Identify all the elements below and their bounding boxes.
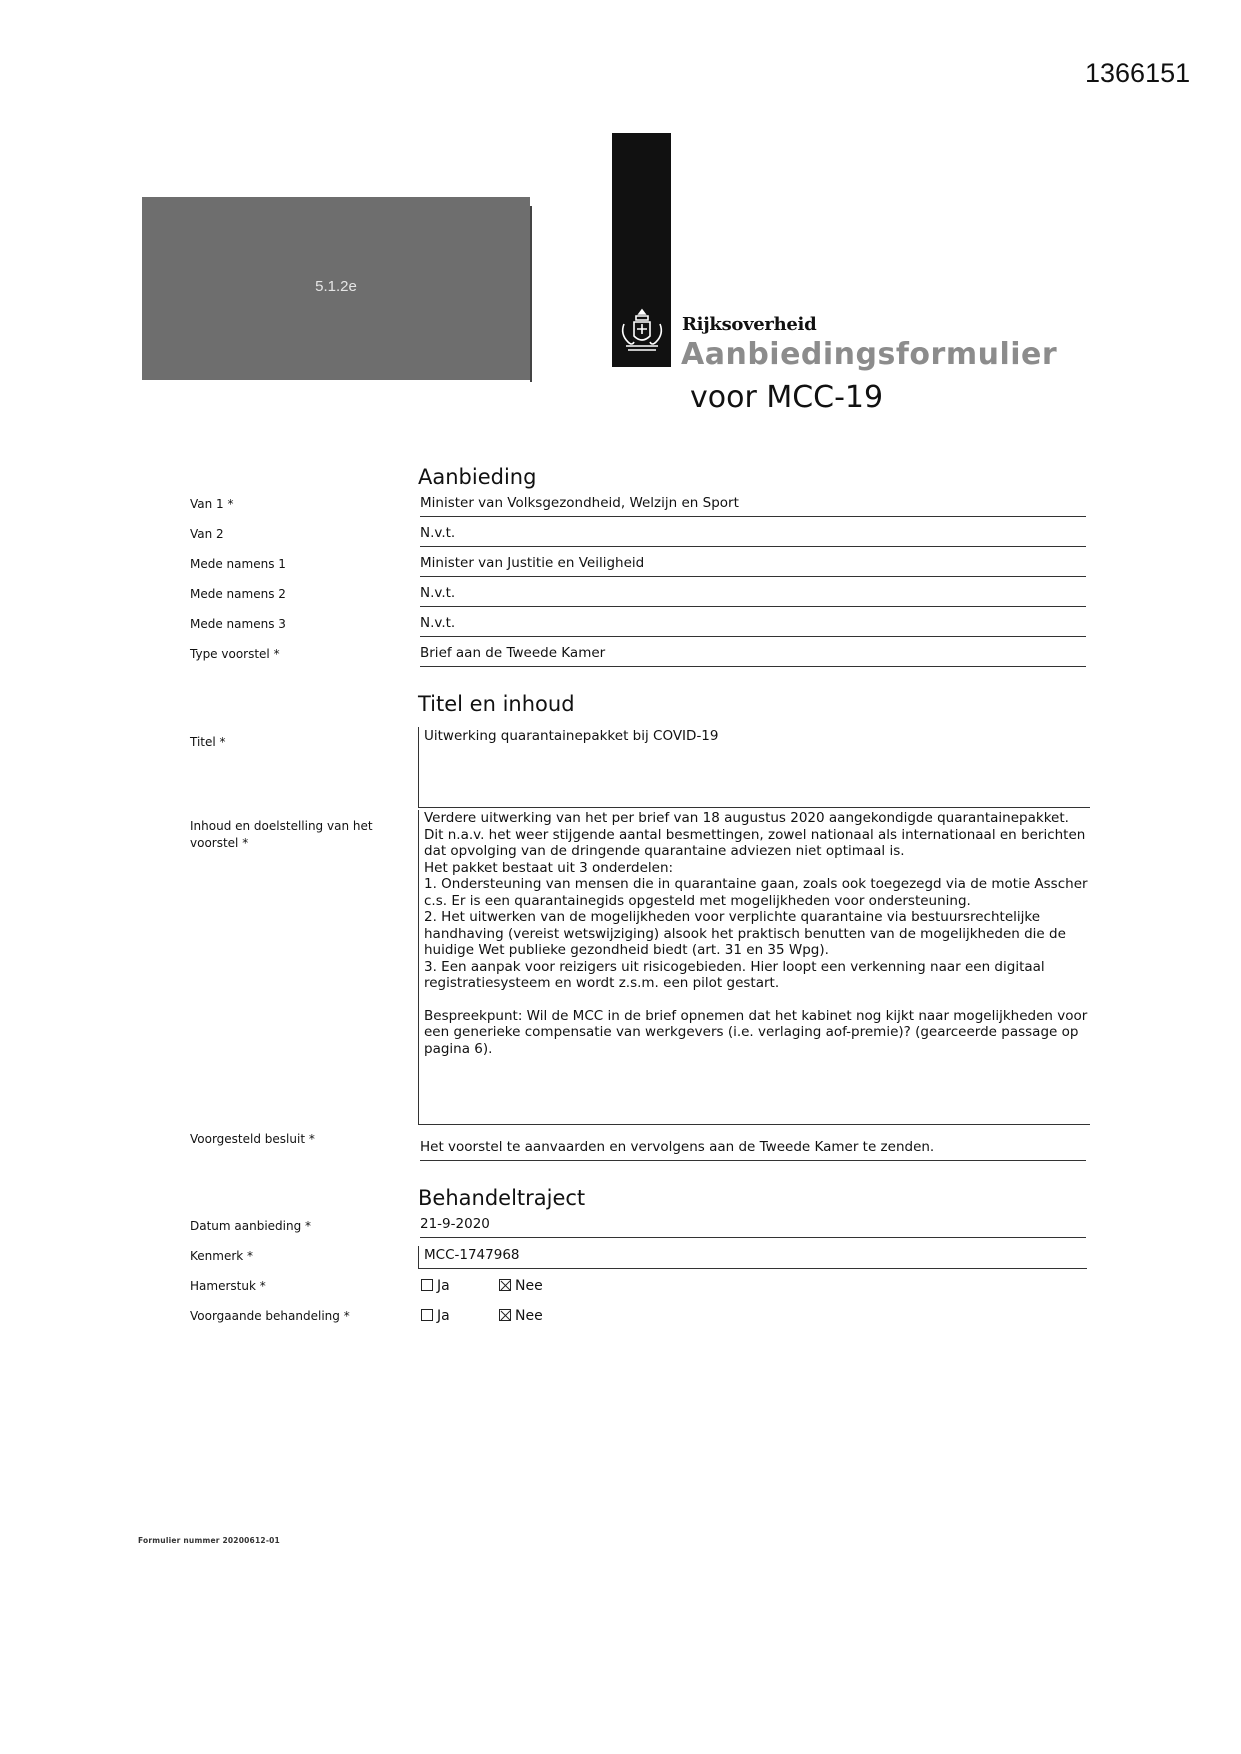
label-voorgaande: Voorgaande behandeling * — [190, 1309, 350, 1323]
option-label: Ja — [437, 1278, 450, 1294]
label-van1: Van 1 * — [190, 497, 234, 511]
option-label: Nee — [515, 1308, 543, 1324]
checkbox-empty-icon — [421, 1309, 433, 1321]
field-mede1[interactable]: Minister van Justitie en Veiligheid — [420, 554, 1086, 577]
label-datum: Datum aanbieding * — [190, 1219, 312, 1233]
inhoud-paragraph: Verdere uitwerking van het per brief van 18 augustus 2020 aangekondigde quarantainepakket. Dit n.a.v. het weer stijgende aantal besmettingen, zowel nationaal als internationaal en berichten dat opvolging van de dringende quarantaine adviezen niet optimaal is. — [424, 810, 1086, 859]
form-subtitle: voor MCC-19 — [690, 380, 884, 415]
section-behandeltraject: Behandeltraject — [418, 1186, 586, 1210]
form-title: Aanbiedingsformulier — [681, 337, 1058, 372]
inhoud-bespreekpunt: Bespreekpunt: Wil de MCC in de brief opnemen dat het kabinet nog kijkt naar mogelijkheden voor een generieke compensatie van werkgevers (i.e. verlaging aof-premie)? (gearceerde passage op pagina 6). — [424, 1007, 1088, 1057]
label-type: Type voorstel * — [190, 647, 280, 661]
inhoud-paragraph: Het pakket bestaat uit 3 onderdelen: — [424, 859, 674, 876]
checkbox-hamerstuk-nee[interactable] — [499, 1277, 543, 1295]
crest-icon — [618, 306, 666, 358]
checkbox-checked-icon — [499, 1279, 511, 1291]
label-besluit: Voorgesteld besluit * — [190, 1132, 315, 1146]
inhoud-item-2: 2. Het uitwerken van de mogelijkheden voor verplichte quarantaine via bestuursrechtelijke handhaving (vereist wetswijziging) alsook het praktisch benutten van de mogelijkheden die de huidige Wet publieke gezondheid biedt (art. 31 en 35 Wpg). — [424, 909, 1066, 958]
label-hamerstuk: Hamerstuk * — [190, 1279, 266, 1293]
section-titel-inhoud: Titel en inhoud — [418, 692, 575, 716]
redaction-edge — [530, 206, 532, 382]
section-aanbieding: Aanbieding — [418, 465, 537, 489]
field-van1[interactable]: Minister van Volksgezondheid, Welzijn en Sport — [420, 494, 1086, 517]
field-van2[interactable]: N.v.t. — [420, 524, 1086, 547]
field-titel[interactable]: Uitwerking quarantainepakket bij COVID-19 — [418, 727, 1090, 808]
field-besluit[interactable]: Het voorstel te aanvaarden en vervolgens aan de Tweede Kamer te zenden. — [420, 1138, 1086, 1161]
label-kenmerk: Kenmerk * — [190, 1249, 254, 1263]
label-mede3: Mede namens 3 — [190, 617, 286, 631]
org-name: Rijksoverheid — [682, 314, 817, 335]
field-datum[interactable]: 21-9-2020 — [420, 1215, 1086, 1238]
redaction-code: 5.1.2e — [315, 278, 357, 295]
label-mede2: Mede namens 2 — [190, 587, 286, 601]
option-label: Ja — [437, 1308, 450, 1324]
checkbox-checked-icon — [499, 1309, 511, 1321]
field-mede3[interactable]: N.v.t. — [420, 614, 1086, 637]
field-type[interactable]: Brief aan de Tweede Kamer — [420, 644, 1086, 667]
inhoud-item-3: 3. Een aanpak voor reizigers uit risicogebieden. Hier loopt een verkenning naar een digitaal registratiesysteem en wordt z.s.m. een pilot gestart. — [424, 958, 1045, 991]
document-number: 1366151 — [1085, 58, 1191, 88]
field-mede2[interactable]: N.v.t. — [420, 584, 1086, 607]
option-label: Nee — [515, 1278, 543, 1294]
label-inhoud: Inhoud en doelstelling van het voorstel * — [190, 819, 373, 850]
checkbox-voorgaande-nee[interactable] — [499, 1307, 543, 1325]
checkbox-hamerstuk-ja[interactable] — [421, 1277, 450, 1295]
label-van2: Van 2 — [190, 527, 224, 541]
field-inhoud[interactable] — [418, 810, 1090, 1125]
field-kenmerk[interactable]: MCC-1747968 — [418, 1246, 1087, 1269]
label-titel: Titel * — [190, 735, 226, 749]
label-mede1: Mede namens 1 — [190, 557, 286, 571]
checkbox-empty-icon — [421, 1279, 433, 1291]
inhoud-item-1: 1. Ondersteuning van mensen die in quarantaine gaan, zoals ook toegezegd via de motie Asscher c.s. Er is een quarantainegids opgesteld met mogelijkheden voor ondersteuning. — [424, 876, 1088, 909]
checkbox-voorgaande-ja[interactable] — [421, 1307, 450, 1325]
form-number-footer: Formulier nummer 20200612-01 — [138, 1536, 280, 1545]
